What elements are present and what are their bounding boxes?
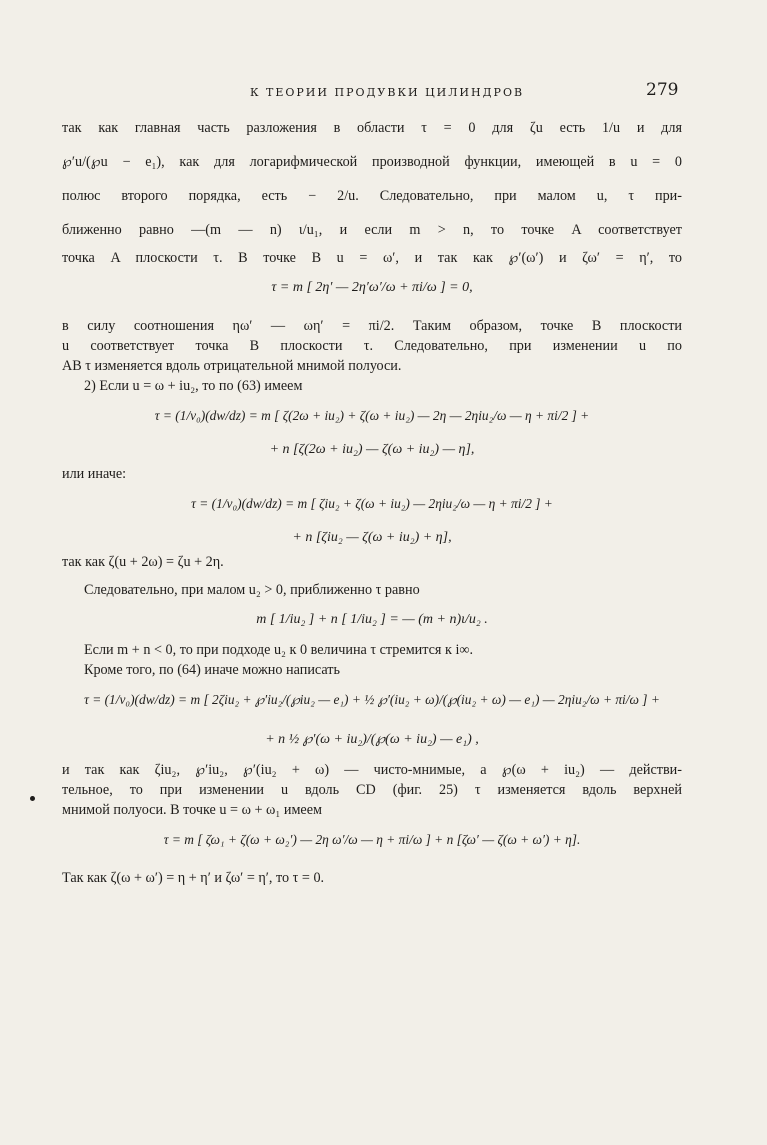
text-line: Если m + n < 0, то при подходе u₂ к 0 величина τ стремится к i∞. <box>84 642 474 658</box>
text-line: ℘′u/(℘u − e₁), как для логарифмической производной функции, имеющей в u = 0 <box>62 154 682 170</box>
text-line: 2) Если u = ω + iu₂, то по (63) имеем <box>84 378 303 394</box>
text-line: так как главная часть разложения в области τ = 0 для ζu есть 1/u и для <box>62 120 682 136</box>
margin-dot <box>30 796 35 801</box>
text-line: ближенно равно —(m — n) ι/u₁, и если m > n, то точке A соответствует <box>62 222 682 238</box>
equation: τ = m [ ζω₁ + ζ(ω + ω₂′) — 2η ω′/ω — η + πi/ω ] + n [ζω′ — ζ(ω + ω′) + η]. <box>163 832 581 847</box>
equation: τ = (1/v₀)(dw/dz) = m [ ζiu₂ + ζ(ω + iu₂) — 2ηiu₂/ω — η + πi/2 ] + <box>191 496 553 511</box>
running-title: К ТЕОРИИ ПРОДУВКИ ЦИЛИНДРОВ <box>250 86 525 99</box>
text-line: или иначе: <box>62 466 127 482</box>
text-line: так как ζ(u + 2ω) = ζu + 2η. <box>62 554 224 570</box>
equation: m [ 1/iu₂ ] + n [ 1/iu₂ ] = — (m + n)ι/u₂ . <box>256 612 488 627</box>
text-line: u соответствует точка B плоскости τ. Следовательно, при изменении u по <box>62 338 682 354</box>
page-number: 279 <box>646 80 679 100</box>
equation: τ = (1/v₀)(dw/dz) = m [ ζ(2ω + iu₂) + ζ(ω + iu₂) — 2η — 2ηiu₂/ω — η + πi/2 ] + <box>154 408 590 423</box>
equation: τ = (1/v₀)(dw/dz) = m [ 2ζiu₂ + ℘′iu₂/(℘iu₂ — e₁) + ½ ℘′(iu₂ + ω)/(℘(iu₂ + ω) — e₁) — 2ηiu₂/ω + πi/ω ] + <box>84 692 660 707</box>
text-line: AB τ изменяется вдоль отрицательной мнимой полуоси. <box>62 358 402 374</box>
text-line: полюс второго порядка, есть − 2/u. Следовательно, при малом u, τ при- <box>62 188 682 204</box>
page-body <box>62 118 682 888</box>
text-line: и так как ζiu₂, ℘′iu₂, ℘′(iu₂ + ω) — чисто-мнимые, а ℘(ω + iu₂) — действи- <box>62 762 682 778</box>
page-header <box>0 80 767 110</box>
text-line: в силу соотношения ηω′ — ωη′ = πi/2. Таким образом, точке B плоскости <box>62 318 682 334</box>
equation: + n [ζ(2ω + iu₂) — ζ(ω + iu₂) — η], <box>269 442 475 457</box>
text-line: Следовательно, при малом u₂ > 0, приближенно τ равно <box>84 582 420 598</box>
text-line: Кроме того, по (64) иначе можно написать <box>84 662 340 678</box>
equation: τ = m [ 2η′ — 2η′ω′/ω + πi/ω ] = 0, <box>271 280 473 295</box>
text-line: тельное, то при изменении u вдоль CD (фиг. 25) τ изменяется вдоль верхней <box>62 782 682 798</box>
equation: + n ½ ℘′(ω + iu₂)/(℘(ω + iu₂) — e₁) , <box>265 732 479 747</box>
text-line: мнимой полуоси. В точке u = ω + ω₁ имеем <box>62 802 322 818</box>
equation: + n [ζiu₂ — ζ(ω + iu₂) + η], <box>292 530 452 545</box>
text-line: точка A плоскости τ. В точке B u = ω′, и так как ℘′(ω′) и ζω′ = η′, то <box>62 250 682 266</box>
text-line: Так как ζ(ω + ω′) = η + η′ и ζω′ = η′, то τ = 0. <box>62 870 325 886</box>
